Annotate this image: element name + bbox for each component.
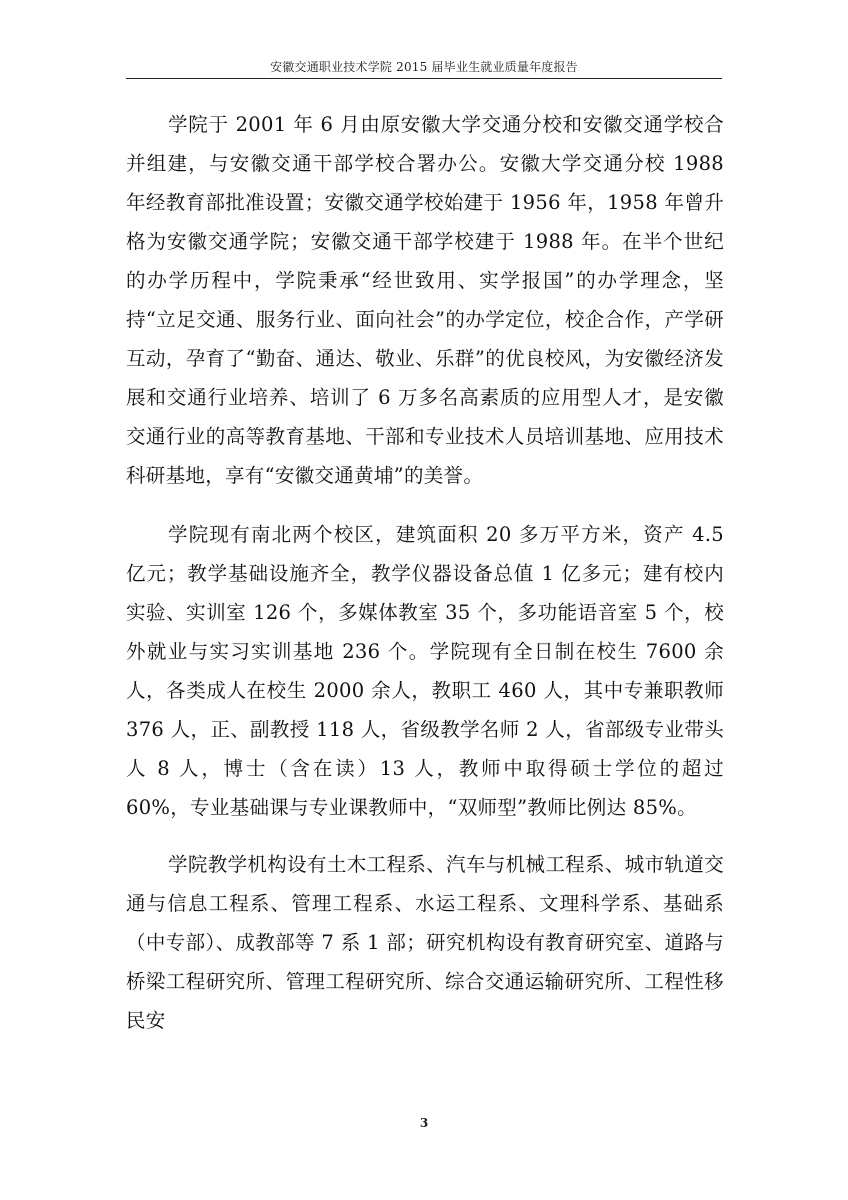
running-header: 安徽交通职业技术学院 2015 届毕业生就业质量年度报告 bbox=[270, 60, 578, 74]
paragraph-departments: 学院教学机构设有土木工程系、汽车与机械工程系、城市轨道交通与信息工程系、管理工程系、水运工程系、文理科学系、基础系（中专部）、成教部等 7 系 1 部；研究机构设有教育研究室、道路与桥梁工程研究所、管理工程研究所、综合交通运输研究所、工程性移民安 bbox=[126, 853, 724, 1032]
body-text bbox=[126, 105, 724, 1060]
paragraph-facilities: 学院现有南北两个校区，建筑面积 20 多万平方米，资产 4.5 亿元；教学基础设施齐全，教学仪器设备总值 1 亿多元；建有校内实验、实训室 126 个，多媒体教室 35 个，多功能语音室 5 个，校外就业与实习实训基地 236 个。学院现有全日制在校生 7600 余人，各类成人在校生 2000 余人，教职工 460 人，其中专兼职教师 376 人，正、副教授 118 人，省级教学名师 2 人，省部级专业带头人 8 人，博士（含在读）13 人，教师中取得硕士学位的超过 60%，专业基础课与专业课教师中，“双师型”教师比例达 85%。 bbox=[126, 523, 724, 819]
page-number: 3 bbox=[419, 1116, 429, 1130]
header-divider bbox=[126, 78, 722, 79]
paragraph-history: 学院于 2001 年 6 月由原安徽大学交通分校和安徽交通学校合并组建，与安徽交通干部学校合署办公。安徽大学交通分校 1988 年经教育部批准设置；安徽交通学校始建于 1956 年，1958 年曾升格为安徽交通学院；安徽交通干部学校建于 1988 年。在半个世纪的办学历程中，学院秉承“经世致用、实学报国”的办学理念，坚持“立足交通、服务行业、面向社会”的办学定位，校企合作，产学研互动，孕育了“勤奋、通达、敬业、乐群”的优良校风，为安徽经济发展和交通行业培养、培训了 6 万多名高素质的应用型人才，是安徽交通行业的高等教育基地、干部和专业技术人员培训基地、应用技术科研基地，享有“安徽交通黄埔”的美誉。 bbox=[126, 113, 724, 487]
